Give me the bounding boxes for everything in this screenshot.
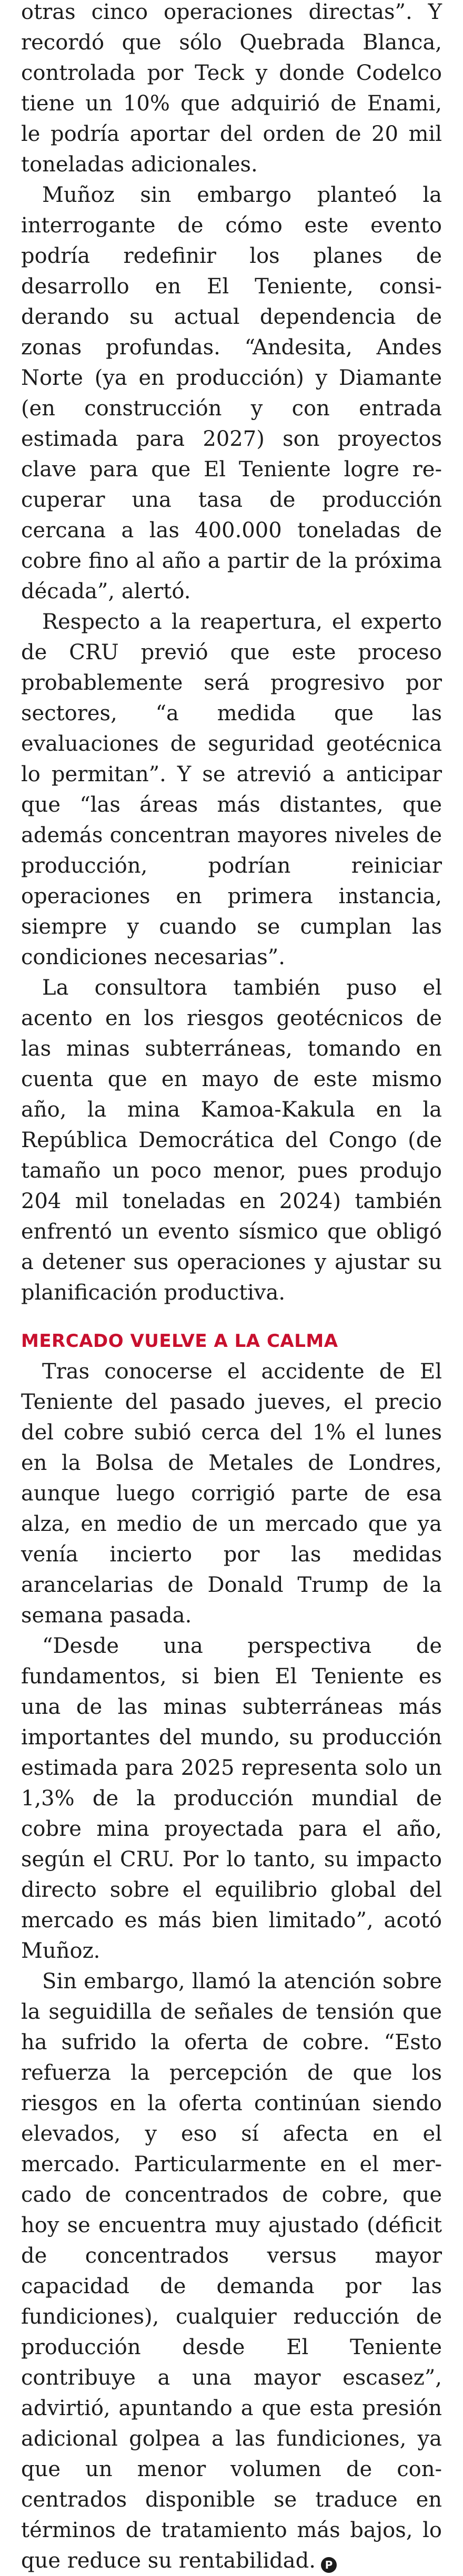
paragraph: Muñoz sin embargo planteó la interrogante de cómo este evento podría redefinir los planes de desarrollo en El Teniente, considerando su actual dependencia de zonas profundas. “Andesita, Andes Norte (ya en producción) y Diamante (en construcción y con entrada estimada para 2027) son proyectos clave para que El Teniente logre recuperar una tasa de producción cercana a las 400.000 toneladas de cobre fino al año a partir de la próxima década”, alertó.: [21, 183, 442, 604]
section-subheading: MERCADO VUELVE A LA CALMA: [21, 1331, 338, 1352]
paragraph-text: Sin embargo, llamó la atención sobre la seguidilla de señales de tensión que ha sufrido la oferta de cobre. “Esto refuerza la percepción de que los riesgos en la oferta continúan siendo elevados, y eso sí afecta en el mercado. Particularmente en el mercado de concentrados de cobre, que hoy se encuentra muy ajustado (déficit de concentrados versus mayor capacidad de demanda por las fundiciones), cualquier reducción de producción desde El Teniente contribuye a una mayor escasez”, advirtió, apuntando a que esta presión adicional golpea a las fundiciones, ya que un menor volumen de concentrados disponible se traduce en términos de tratamiento más bajos, lo que reduce su rentabilidad.: [21, 1969, 442, 2573]
paragraph: otras cinco operaciones directas”. Y recordó que sólo Quebrada Blanca, controlada por Teck y donde Codelco tiene un 10% que adquirió de Enami, le podría aportar del orden de 20 mil toneladas adicionales.: [21, 0, 442, 177]
paragraph: “Desde una perspectiva de fundamentos, si bien El Teniente es una de las minas subterráneas más importantes del mundo, su producción estimada para 2025 representa solo un 1,3% de la producción mundial de cobre mina proyectada para el año, según el CRU. Por lo tanto, su impacto directo sobre el equilibrio global del mercado es más bien limitado”, acotó Muñoz.: [21, 1634, 442, 1963]
final-paragraph: [21, 1966, 442, 2576]
paragraph: Tras conocerse el accidente de El Teniente del pasado jueves, el precio del cobre subió cerca del 1% el lunes en la Bolsa de Metales de Londres, aunque luego corrigió parte de esa alza, en medio de un mercado que ya venía incierto por las medidas arancelarias de Donald Trump de la semana pasada.: [21, 1359, 442, 1628]
paragraph: La consultora también puso el acento en los riesgos geotécnicos de las minas subterráneas, tomando en cuenta que en mayo de este mismo año, la mina Kamoa-Kakula en la República Democrática del Congo (de tamaño un poco menor, pues produjo 204 mil toneladas en 2024) también enfrentó un evento sísmico que obligó a detener sus operaciones y ajustar su planificación productiva.: [21, 976, 442, 1305]
end-of-article-icon: P: [321, 2557, 337, 2573]
paragraph: Respecto a la reapertura, el experto de CRU previó que este proceso probablemente será progresivo por sectores, “a medida que las evaluaciones de seguridad geotécnica lo permitan”. Y se atrevió a anticipar que “las áreas más distantes, que además concentran mayores niveles de producción, podrían reiniciar operaciones en primera instancia, siempre y cuando se cumplan las condiciones necesarias”.: [21, 610, 442, 969]
